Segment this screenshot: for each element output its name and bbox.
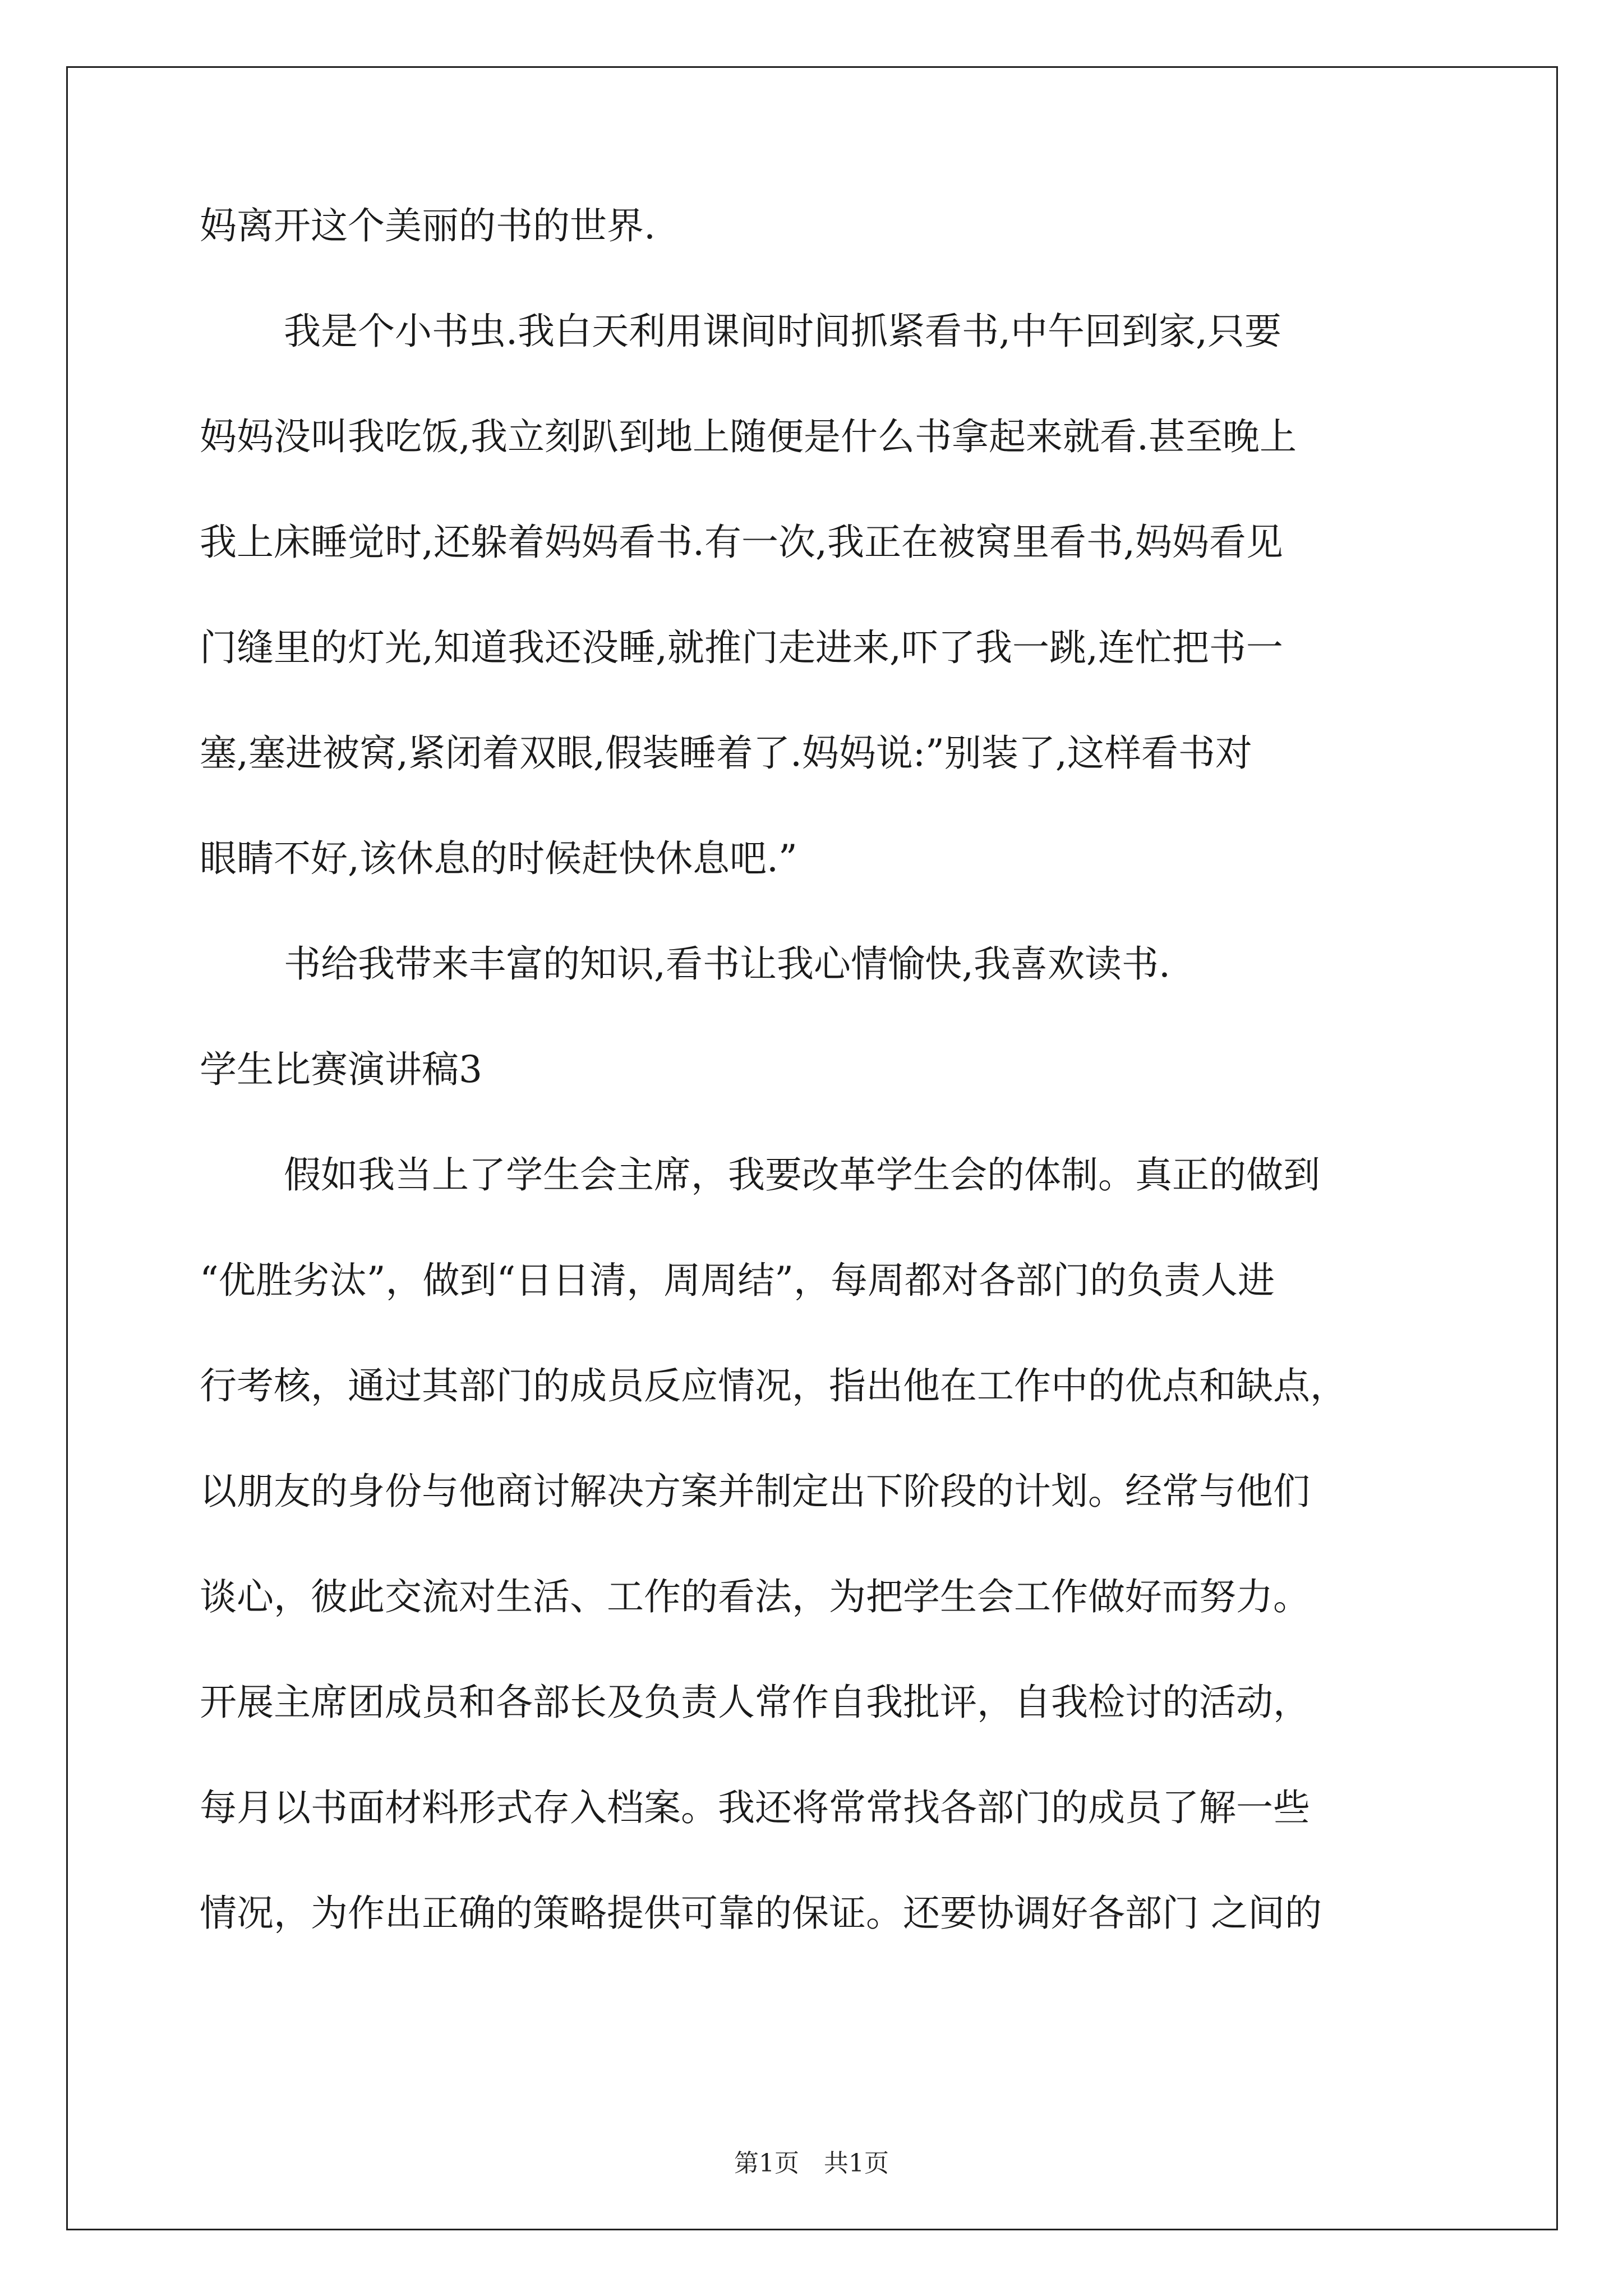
- text-line: 眼睛不好,该休息的时候赶快休息吧.”: [200, 837, 797, 880]
- text-line: 谈心，彼此交流对生活、工作的看法，为把学生会工作做好而努力。: [200, 1575, 1310, 1618]
- text-line: 行考核，通过其部门的成员反应情况，指出他在工作中的优点和缺点，: [200, 1364, 1347, 1407]
- page-footer: 第1页 共1页: [734, 2149, 889, 2178]
- text-line: 我上床睡觉时,还躲着妈妈看书.有一次,我正在被窝里看书,妈妈看见: [200, 521, 1283, 564]
- section-heading: 学生比赛演讲稿3: [200, 1048, 482, 1091]
- text-line: 以朋友的身份与他商讨解决方案并制定出下阶段的计划。经常与他们: [200, 1470, 1310, 1513]
- text-line: 塞,塞进被窝,紧闭着双眼,假装睡着了.妈妈说:”别装了,这样看书对: [200, 731, 1252, 775]
- text-line: 妈妈没叫我吃饭,我立刻趴到地上随便是什么书拿起来就看.甚至晚上: [200, 415, 1297, 458]
- paragraph-start-line: 假如我当上了学生会主席，我要改革学生会的体制。真正的做到: [284, 1153, 1320, 1197]
- text-line: 开展主席团成员和各部长及负责人常作自我批评，自我检讨的活动，: [200, 1681, 1310, 1724]
- text-line: 妈离开这个美丽的书的世界.: [200, 204, 656, 247]
- text-line: “优胜劣汰”，做到“日日清，周周结”，每周都对各部门的负责人进: [200, 1259, 1275, 1302]
- text-line: 每月以书面材料形式存入档案。我还将常常找各部门的成员了解一些: [200, 1786, 1310, 1829]
- paragraph-start-line: 书给我带来丰富的知识,看书让我心情愉快,我喜欢读书.: [284, 942, 1170, 986]
- text-line: 情况，为作出正确的策略提供可靠的保证。还要协调好各部门 之间的: [200, 1892, 1322, 1935]
- text-line: 门缝里的灯光,知道我还没睡,就推门走进来,吓了我一跳,连忙把书一: [200, 626, 1283, 669]
- paragraph-start-line: 我是个小书虫.我白天利用课间时间抓紧看书,中午回到家,只要: [284, 310, 1281, 353]
